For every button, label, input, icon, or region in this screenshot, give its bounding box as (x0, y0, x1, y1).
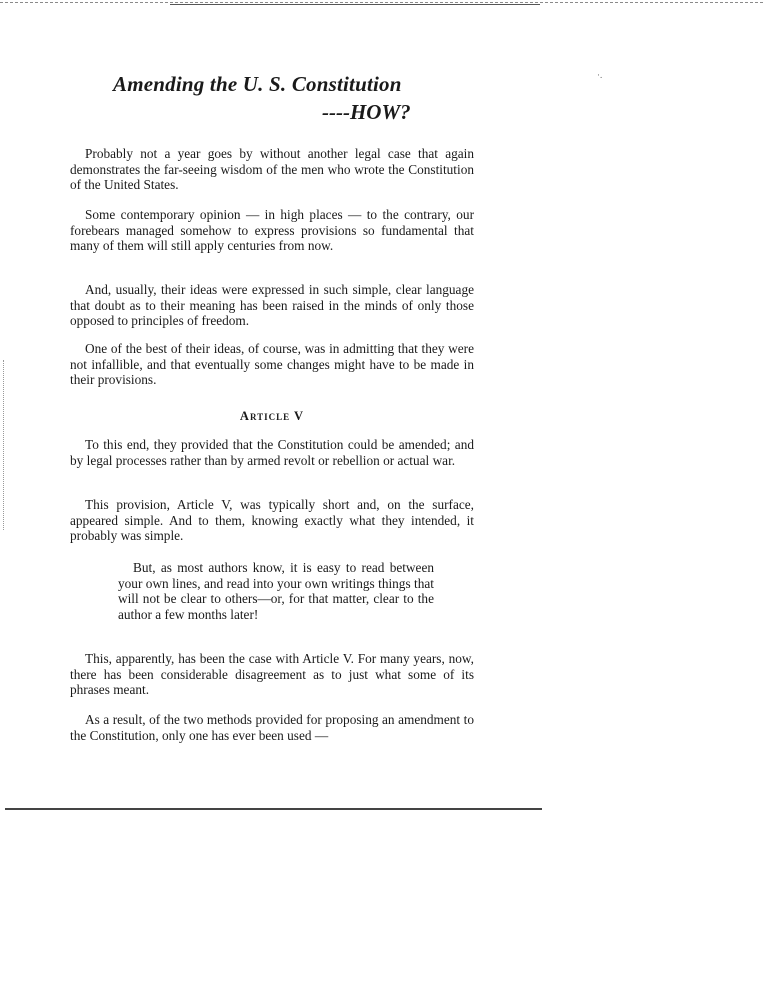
body-paragraph: Some contemporary opinion — in high places — to the contrary, our forebears managed somehow to express provisions so fundamental that many of them will still apply centuries from now. (70, 207, 474, 254)
body-paragraph: As a result, of the two methods provided for proposing an amendment to the Constitution, only one has ever been used — (70, 712, 474, 743)
body-paragraph: This, apparently, has been the case with Article V. For many years, now, there has been considerable disagreement as to just what some of its phrases meant. (70, 651, 474, 698)
page-subtitle: ----HOW? (322, 100, 411, 124)
top-scan-rule (0, 2, 763, 3)
page-title: Amending the U. S. Constitution (113, 72, 402, 96)
body-paragraph: This provision, Article V, was typically short and, on the surface, appeared simple. And to them, knowing exactly what they intended, it probably was simple. (70, 497, 474, 544)
block-quote: But, as most authors know, it is easy to read between your own lines, and read into your own writings things that will not be clear to others—or, for that matter, clear to the author a few months later! (118, 560, 434, 622)
body-paragraph: Probably not a year goes by without another legal case that again demonstrates the far-seeing wisdom of the men who wrote the Constitution of the United States. (70, 146, 474, 193)
scan-speck: ·. (597, 70, 603, 80)
margin-scan-marks (3, 360, 4, 530)
body-paragraph: And, usually, their ideas were expressed in such simple, clear language that doubt as to their meaning has been raised in the minds of only those opposed to principles of freedom. (70, 282, 474, 329)
body-paragraph: One of the best of their ideas, of course, was in admitting that they were not infallible, and that eventually some changes might have to be made in their provisions. (70, 341, 474, 388)
bottom-page-rule (5, 808, 542, 810)
section-heading: Article V (239, 409, 305, 423)
top-page-rule (170, 4, 540, 5)
body-paragraph: To this end, they provided that the Constitution could be amended; and by legal processes rather than by armed revolt or rebellion or actual war. (70, 437, 474, 468)
